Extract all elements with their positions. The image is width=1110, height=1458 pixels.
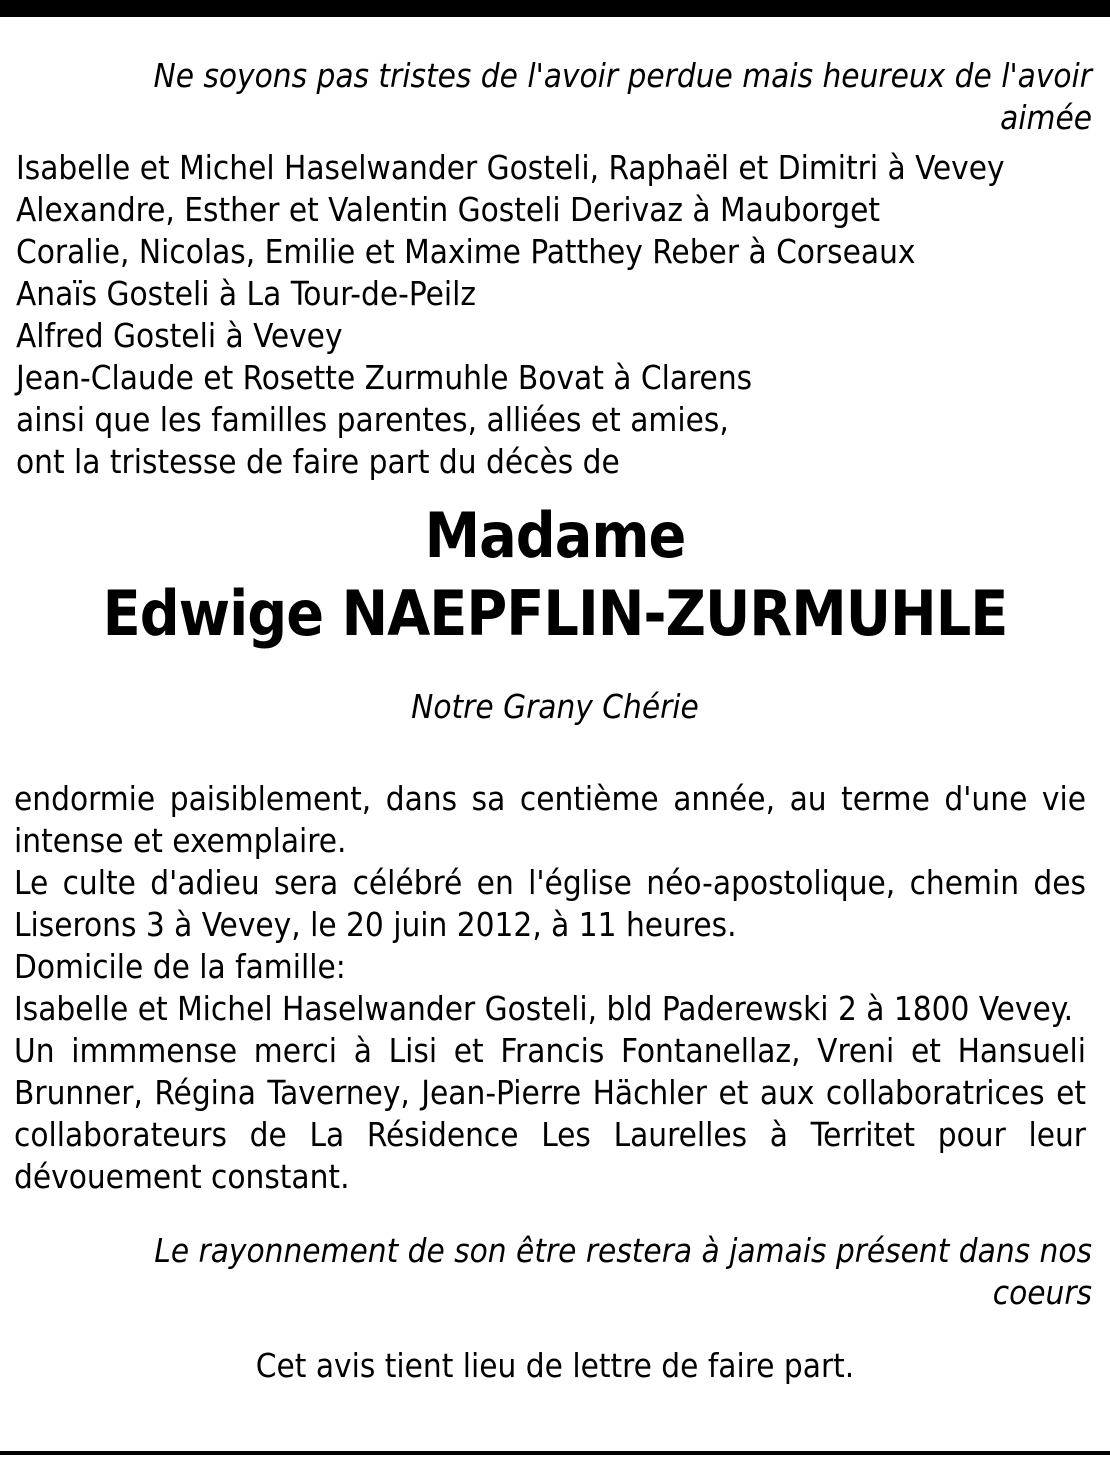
subtitle: Notre Grany Chérie (411, 687, 699, 726)
family-line: ainsi que les familles parentes, alliées et amies, (16, 400, 729, 439)
body-paragraph: Domicile de la famille: (14, 947, 346, 986)
opening-epigraph: Ne soyons pas tristes de l'avoir perdue mais heureux de l'avoir aimée (153, 56, 1092, 137)
top-border-rule (0, 0, 1110, 17)
deceased-name-block (0, 497, 1110, 653)
family-line: Isabelle et Michel Haselwander Gosteli, Raphaël et Dimitri à Vevey (16, 148, 1005, 187)
family-line: Jean-Claude et Rosette Zurmuhle Bovat à Clarens (16, 358, 753, 397)
family-line: Anaïs Gosteli à La Tour-de-Peilz (16, 274, 476, 313)
bottom-border-rule (0, 1451, 1110, 1455)
family-line: Alexandre, Esther et Valentin Gosteli Derivaz à Mauborget (16, 190, 881, 229)
body-paragraph: Le culte d'adieu sera célébré en l'église néo-apostolique, chemin des Liserons 3 à Vevey, le 20 juin 2012, à 11 heures. (14, 863, 1086, 944)
family-line: ont la tristesse de faire part du décès de (16, 442, 620, 481)
announcement-body (14, 778, 1086, 1198)
family-line: Alfred Gosteli à Vevey (16, 316, 343, 355)
family-list (16, 147, 1096, 483)
closing-note: Cet avis tient lieu de lettre de faire part. (255, 1346, 855, 1385)
deceased-title: Madame (424, 499, 686, 572)
family-line: Coralie, Nicolas, Emilie et Maxime Patthey Reber à Corseaux (16, 232, 916, 271)
deceased-name: Edwige NAEPFLIN-ZURMUHLE (102, 577, 1008, 650)
body-paragraph: Isabelle et Michel Haselwander Gosteli, bld Paderewski 2 à 1800 Vevey. (14, 989, 1073, 1028)
body-paragraph: Un immmense merci à Lisi et Francis Fontanellaz, Vreni et Hansueli Brunner, Régina Taverney, Jean-Pierre Hächler et aux collaboratrices et collaborateurs de La Résidence Les Laurelles à Territet pour leur dévouement constant. (14, 1031, 1086, 1196)
body-paragraph: endormie paisiblement, dans sa centième année, au terme d'une vie intense et exemplaire. (14, 779, 1086, 860)
closing-epigraph: Le rayonnement de son être restera à jamais présent dans nos coeurs (154, 1231, 1092, 1312)
